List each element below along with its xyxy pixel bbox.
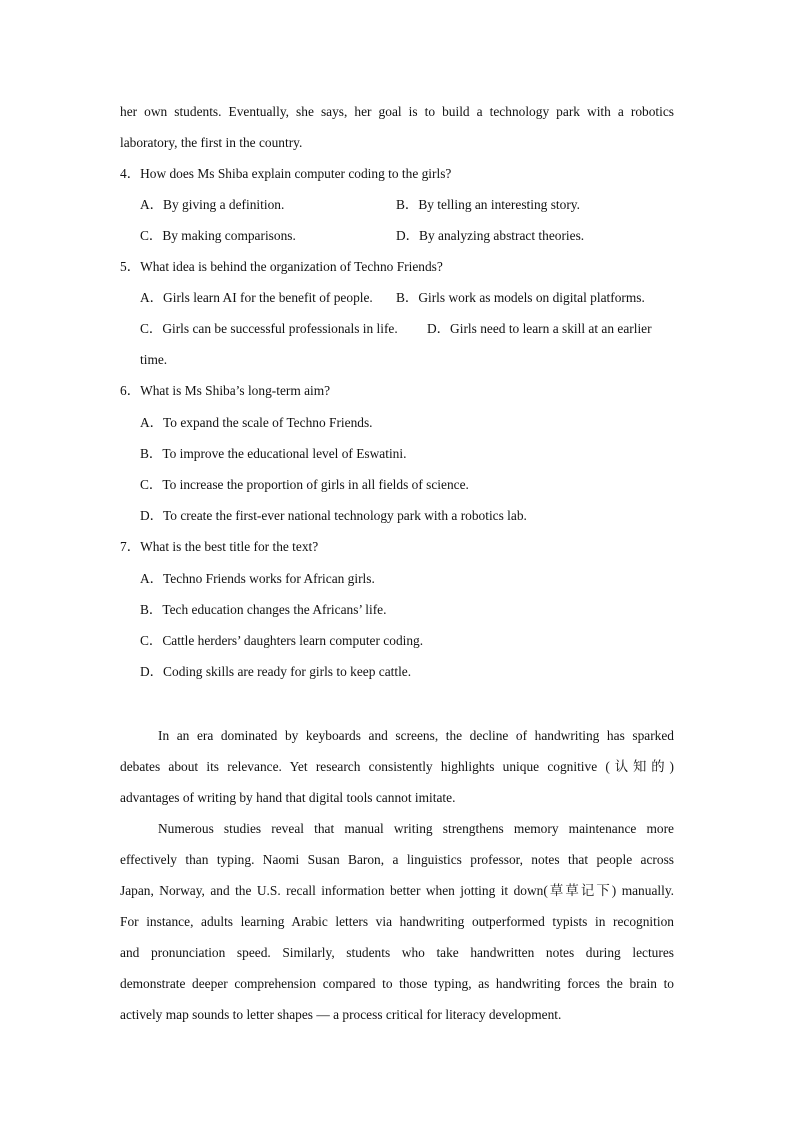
question-5-option-d-continued: time. <box>140 352 168 367</box>
question-5-option-c: C．Girls can be successful professionals in life. <box>140 321 398 336</box>
passage-p2-line-6: demonstrate deeper comprehension compared to those typing, as handwriting forces the brain to <box>120 976 674 991</box>
passage-p2-line-2: effectively than typing. Naomi Susan Baron, a linguistics professor, notes that people across <box>120 852 674 867</box>
passage-p2-line-1: Numerous studies reveal that manual writing strengthens memory maintenance more <box>158 821 674 836</box>
question-7-option-b: B．Tech education changes the Africans’ life. <box>140 602 387 617</box>
passage-p2-line-7: actively map sounds to letter shapes — a process critical for literacy development. <box>120 1007 562 1022</box>
question-6-stem: 6．What is Ms Shiba’s long-term aim? <box>120 383 331 398</box>
question-6-option-d: D．To create the first-ever national technology park with a robotics lab. <box>140 508 527 523</box>
question-7-option-a: A．Techno Friends works for African girls. <box>140 571 375 586</box>
question-7-option-d: D．Coding skills are ready for girls to keep cattle. <box>140 664 412 679</box>
question-7-stem: 7．What is the best title for the text? <box>120 539 319 554</box>
question-4-stem: 4．How does Ms Shiba explain computer coding to the girls? <box>120 166 452 181</box>
question-5-stem: 5．What idea is behind the organization of Techno Friends? <box>120 259 443 274</box>
question-4-option-b: B．By telling an interesting story. <box>396 197 580 212</box>
question-4-option-a: A．By giving a definition. <box>140 197 285 212</box>
question-6-option-c: C．To increase the proportion of girls in all fields of science. <box>140 477 469 492</box>
question-4-option-c: C．By making comparisons. <box>140 228 296 243</box>
question-5-option-b: B．Girls work as models on digital platforms. <box>396 290 645 305</box>
passage-p1-line-3: advantages of writing by hand that digital tools cannot imitate. <box>120 790 456 805</box>
question-5-option-a: A．Girls learn AI for the benefit of people. <box>140 290 373 305</box>
passage-p2-line-4: For instance, adults learning Arabic letters via handwriting outperformed typists in recognition <box>120 914 674 929</box>
passage-p2-line-3: Japan, Norway, and the U.S. recall information better when jotting it down(草草记下) manually. <box>120 883 674 898</box>
question-7-option-c: C．Cattle herders’ daughters learn computer coding. <box>140 633 424 648</box>
passage-p2-line-5: and pronunciation speed. Similarly, students who take handwritten notes during lectures <box>120 945 674 960</box>
intro-line-2: laboratory, the first in the country. <box>120 135 303 150</box>
question-5-option-d: D．Girls need to learn a skill at an earlier <box>427 321 652 336</box>
passage-p1-line-2: debates about its relevance. Yet research consistently highlights unique cognitive (认知的) <box>120 759 674 774</box>
question-6-option-b: B．To improve the educational level of Eswatini. <box>140 446 407 461</box>
intro-line-1: her own students. Eventually, she says, her goal is to build a technology park with a robotics <box>120 104 674 119</box>
question-4-option-d: D．By analyzing abstract theories. <box>396 228 585 243</box>
question-6-option-a: A．To expand the scale of Techno Friends. <box>140 415 373 430</box>
passage-p1-line-1: In an era dominated by keyboards and screens, the decline of handwriting has sparked <box>158 728 674 743</box>
